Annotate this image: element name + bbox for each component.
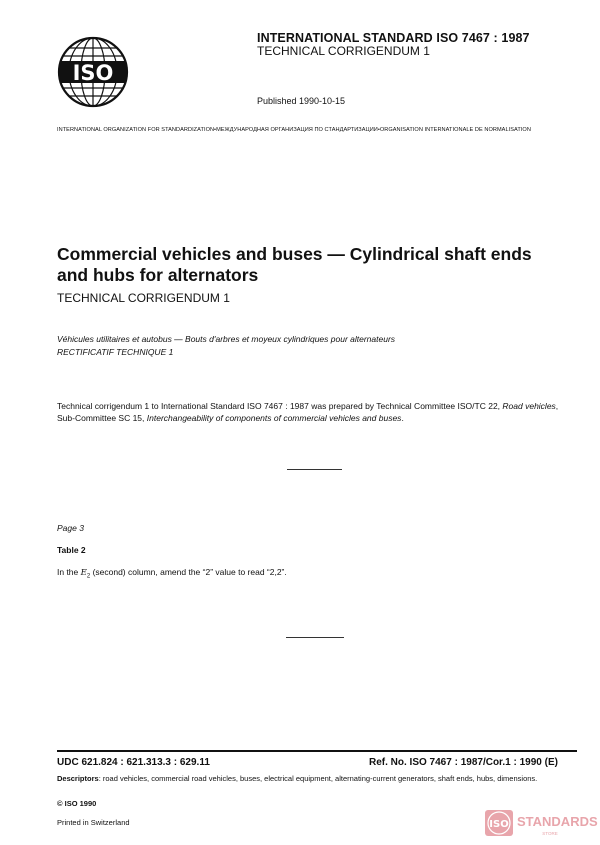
intro-paragraph [57, 400, 577, 424]
printed-location: Printed in Switzerland [57, 818, 130, 827]
intro-italic-2: Interchangeability of components of commercial vehicles and buses [146, 413, 402, 423]
stamp-standards-text: STANDARDS [517, 814, 598, 829]
table-reference: Table 2 [57, 545, 86, 555]
amend-variable: E [80, 568, 87, 578]
descriptors-text: : road vehicles, commercial road vehicles, buses, electrical equipment, alternating-current generators, shaft ends, hubs, dimensions. [98, 774, 538, 783]
document-subtitle: TECHNICAL CORRIGENDUM 1 [57, 291, 230, 305]
iso-logo-text: ISO [72, 61, 114, 85]
descriptors-label: Descriptors [57, 774, 99, 783]
amend-subscript: 2 [86, 573, 91, 580]
iso-logo [57, 36, 129, 108]
reference-number: Ref. No. ISO 7467 : 1987/Cor.1 : 1990 (E) [369, 757, 558, 768]
intro-text-2: , Sub-Committee SC 15, [57, 401, 559, 423]
intro-text-1: Technical corrigendum 1 to International Standard ISO 7467 : 1987 was prepared by Technical Committee ISO/TC 22, [57, 401, 503, 411]
intro-text-3: . [401, 413, 404, 423]
french-subtitle: RECTIFICATIF TECHNIQUE 1 [57, 347, 174, 357]
udc-number: UDC 621.824 : 621.313.3 : 629.11 [57, 757, 210, 768]
corrigendum-title: TECHNICAL CORRIGENDUM 1 [257, 44, 430, 58]
amendment-text [57, 567, 287, 580]
french-title: Véhicules utilitaires et autobus — Bouts d'arbres et moyeux cylindriques pour alternateurs [57, 334, 396, 344]
copyright: © ISO 1990 [57, 799, 97, 808]
descriptors [57, 774, 577, 784]
iso-standards-store-logo [484, 808, 598, 838]
document-title: Commercial vehicles and buses — Cylindrical shaft ends and hubs for alternators [57, 244, 532, 285]
page-reference: Page 3 [57, 523, 84, 533]
published-date: Published 1990-10-15 [257, 96, 346, 106]
stamp-iso-text: ISO [489, 819, 509, 830]
standard-title: INTERNATIONAL STANDARD ISO 7467 : 1987 [257, 31, 530, 45]
divider [287, 469, 342, 470]
intro-italic-1: Road vehicles [502, 401, 556, 411]
footer-rule [57, 750, 577, 752]
amend-text-after: (second) column, amend the “2” value to read “2,2”. [90, 567, 287, 577]
divider [286, 637, 344, 638]
amend-text-before: In the [57, 567, 81, 577]
organization-line: INTERNATIONAL ORGANIZATION FOR STANDARDIZATION•МЕЖДУНАРОДНАЯ ОРГАНИЗАЦИЯ ПО СТАНДАРТИЗАЦИИ•ORGANISATION INTERNATIONALE DE NORMALISATION [57, 127, 531, 133]
stamp-store-text: STORE [542, 831, 558, 836]
